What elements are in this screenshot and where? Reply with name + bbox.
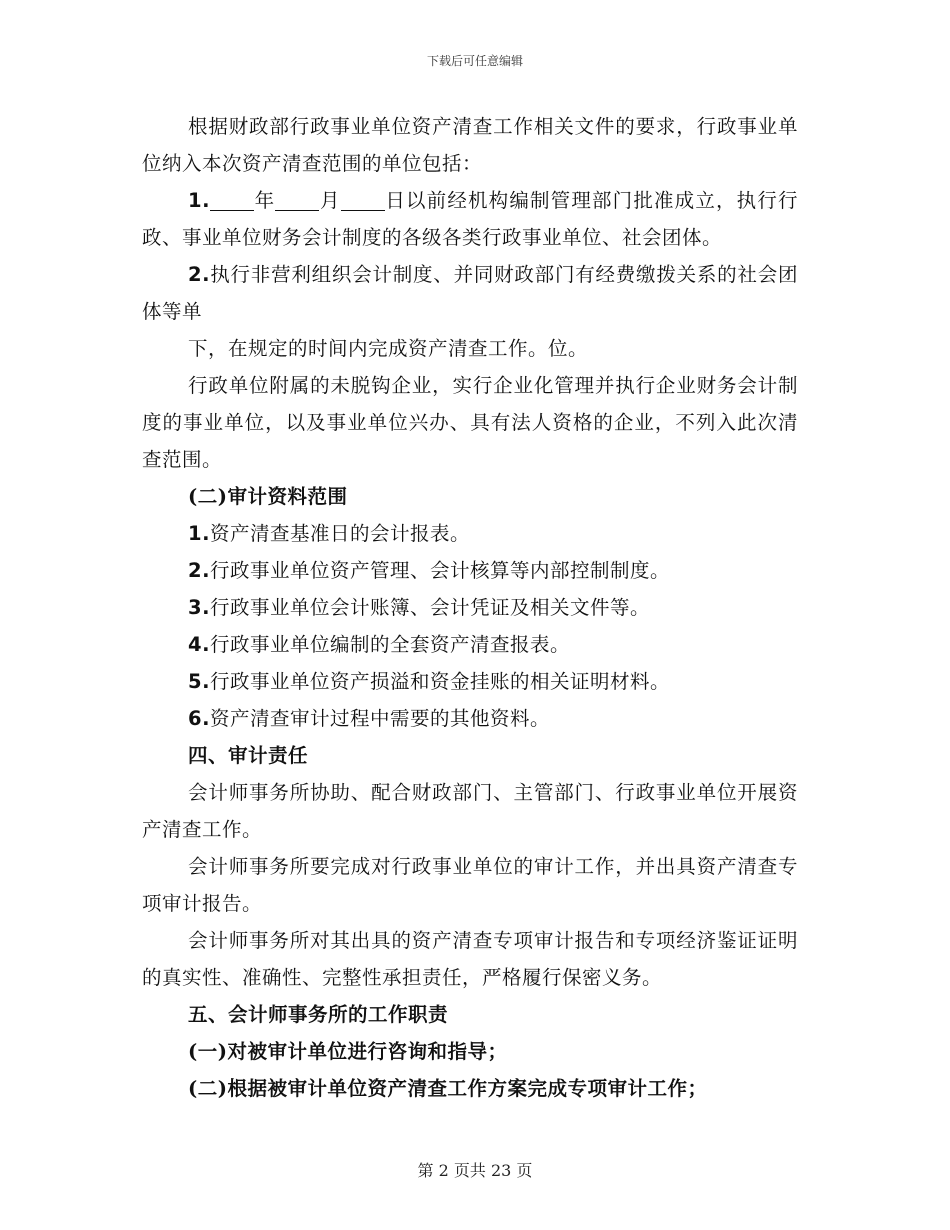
list-item-text: 行政事业单位资产管理、会计核算等内部控制制度。	[209, 559, 670, 582]
list-item	[142, 589, 798, 626]
list-item-text: 行政事业单位资产损溢和资金挂账的相关证明材料。	[209, 670, 670, 693]
list-item-text: 行政事业单位编制的全套资产清查报表。	[209, 633, 570, 656]
list-item-text: 日以前经机构编制管理部门批准成立，执行行政、事业单位财务会计制度的各级各类行政事业单位、社会团体。	[142, 189, 798, 249]
list-number: 3.	[188, 596, 210, 619]
paragraph: 会计师事务所对其出具的资产清查专项审计报告和专项经济鉴证证明的真实性、准确性、完整性承担责任，严格履行保密义务。	[142, 929, 798, 989]
section-heading-firm-duties: 五、会计师事务所的工作职责	[188, 1003, 449, 1026]
blank-field-day	[341, 191, 385, 212]
list-item-1	[142, 182, 798, 256]
list-number: 2.	[188, 263, 210, 286]
list-number: 5.	[188, 670, 210, 693]
paragraph: 会计师事务所协助、配合财政部门、主管部门、行政事业单位开展资产清查工作。	[142, 781, 798, 841]
duty-item-2: (二)根据被审计单位资产清查工作方案完成专项审计工作；	[188, 1077, 708, 1100]
list-item	[142, 515, 798, 552]
month-label: 月	[319, 189, 341, 212]
list-number: 2.	[188, 559, 210, 582]
list-number: 6.	[188, 707, 210, 730]
list-number: 1.	[188, 522, 210, 545]
year-label: 年	[253, 189, 276, 212]
blank-field-year	[210, 191, 254, 212]
page-header: 下载后可任意编辑	[426, 54, 523, 68]
paragraph-scope-intro: 根据财政部行政事业单位资产清查工作相关文件的要求，行政事业单位纳入本次资产清查范围的单位包括：	[142, 115, 798, 175]
page-number: 第 2 页共 23 页	[417, 1161, 533, 1180]
list-item-text: 行政事业单位会计账簿、会计凭证及相关文件等。	[209, 596, 650, 619]
paragraph-exclusions: 行政单位附属的未脱钩企业，实行企业化管理并执行企业财务会计制度的事业单位，以及事业单位兴办、具有法人资格的企业，不列入此次清查范围。	[142, 374, 798, 471]
list-number: 1.	[188, 189, 210, 212]
list-item	[142, 663, 798, 700]
paragraph: 会计师事务所要完成对行政事业单位的审计工作，并出具资产清查专项审计报告。	[142, 855, 798, 915]
list-item	[142, 626, 798, 663]
list-item-text: 执行非营利组织会计制度、并同财政部门有经费缴拨关系的社会团体等单	[142, 263, 798, 323]
list-item	[142, 552, 798, 589]
list-item	[142, 700, 798, 737]
document-body	[142, 108, 798, 1107]
duty-item-1: (一)对被审计单位进行咨询和指导；	[188, 1040, 508, 1063]
list-item-text: 资产清查基准日的会计报表。	[209, 522, 470, 545]
list-item-2	[142, 256, 798, 330]
list-number: 4.	[188, 633, 210, 656]
list-item-text: 资产清查审计过程中需要的其他资料。	[209, 707, 550, 730]
section-heading-audit-responsibility: 四、审计责任	[188, 744, 309, 767]
paragraph: 下，在规定的时间内完成资产清查工作。位。	[188, 337, 589, 360]
blank-field-month	[275, 191, 319, 212]
section-heading-audit-materials: (二)审计资料范围	[188, 485, 348, 508]
